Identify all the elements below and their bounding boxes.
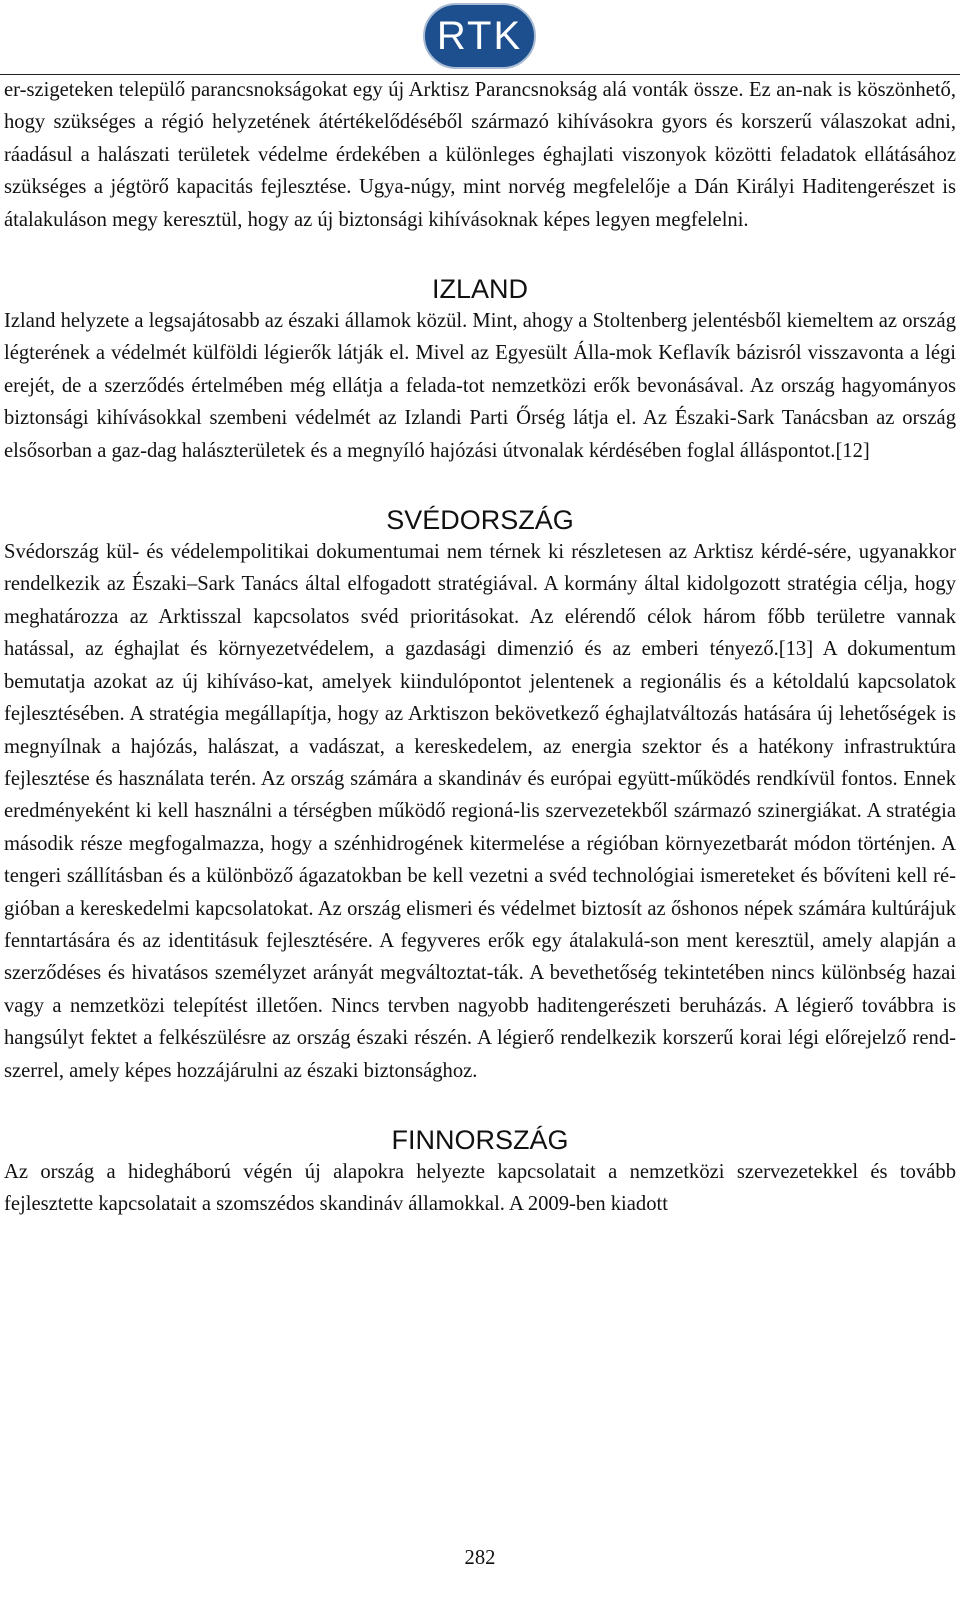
svedorszag-paragraph: Svédország kül- és védelempolitikai dokumentumai nem térnek ki részletesen az Arktisz kérdé-sére, ugyanakkor rendelkezik az Északi–Sark Tanács által elfogadott stratégiával. A kormány által kidolgozott stratégia célja, hogy meghatározza az Arktisszal kapcsolatos svéd prioritásokat. Az elérendő célok három főbb területre vannak hatással, az éghajlat és környezetvédelem, a gazdasági dimenzió és az emberi tényező.[13] A dokumentum bemutatja azokat az új kihíváso-kat, amelyek kiindulópontot jelentenek a regionális és a kétoldalú kapcsolatok fejlesztésében. A stratégia megállapítja, hogy az Arktiszon bekövetkező éghajlatváltozás hatására új lehetőségek is megnyílnak a hajózás, halászat, a vadászat, a kereskedelem, az energia szektor és a hatékony infrastruktúra fejlesztése és használata terén. Az ország számára a skandináv és európai együtt-működés rendkívül fontos. Ennek eredményeként ki kell használni a térségben működő regioná-lis szervezetekből származó szinergiákat. A stratégia második része megfogalmazza, hogy a szénhidrogének kitermelése a régióban környezetbarát módon történjen. A tengeri szállításban és a különböző ágazatokban be kell vezetni a svéd technológiai ismereteket és bővíteni kell ré-gióban a kereskedelmi kapcsolatokat. Az ország elismeri és védelmet biztosít az őshonos népek számára kultúrájuk fenntartására és az identitásuk fejlesztésére. A fegyveres erők egy átalakulá-son ment keresztül, amely alapján a szerződéses és hivatásos személyzet arányát megváltoztat-ták. A bevethetőség tekintetében nincs különbség hazai vagy a nemzetközi telepítést illetően. Nincs tervben nagyobb haditengerészeti beruházás. A légierő továbbra is hangsúlyt fektet a felkészülésre az ország északi részén. A légierő rendelkezik korszerű korai légi előrejelző rend-szerrel, amely képes hozzájárulni az északi biztonsághoz. — [4, 541, 956, 1082]
page-number: 282 — [464, 1547, 496, 1569]
finnorszag-heading: FINNORSZÁG — [391, 1124, 569, 1155]
logo-text: RTK — [436, 14, 523, 58]
intro-paragraph: er-szigeteken települő parancsnokságokat egy új Arktisz Parancsnokság alá vonták össze. Ez an-nak is köszönhető, hogy szükséges a régió helyzetének átértékelődéséből származó kihívásokra gyors és korszerű válaszokat adni, ráadásul a halászati területek védelme érdekében a különleges éghajlati viszonyok közötti feladatok ellátásához szükséges a jégtörő kapacitás fejlesztése. Ugya-núgy, mint norvég megfelelője a Dán Királyi Haditengerészet is átalakuláson megy keresztül, hogy az új biztonsági kihívásoknak képes legyen megfelelni. — [4, 79, 956, 231]
finnorszag-paragraph: Az ország a hidegháború végén új alapokra helyezte kapcsolatait a nemzetközi szervezetekkel és tovább fejlesztette kapcsolatait a szomszédos skandináv államokkal. A 2009-ben kiadott — [4, 1160, 956, 1216]
svedorszag-heading: SVÉDORSZÁG — [386, 505, 574, 536]
rtk-logo — [423, 3, 536, 69]
page-content — [4, 74, 956, 1221]
izland-heading: IZLAND — [431, 274, 529, 305]
izland-paragraph: Izland helyzete a legsajátosabb az északi államok közül. Mint, ahogy a Stoltenberg jelentésből kiemeltem az ország légterének a védelmét külföldi légierők látják el. Mivel az Egyesült Álla-mok Keflavík bázisról visszavonta a légi erejét, de a szerződés értelmében még ellátja a felada-tot nemzetközi erők bevonásával. Az ország hagyományos biztonsági kihívásokkal szembeni védelmét az Izlandi Parti Őrség látja el. Az Északi-Sark Tanácsban az ország elsősorban a gaz-dag halászterületek és a megnyíló hajózási útvonalak kérdésében foglal álláspontot.[12] — [4, 310, 956, 462]
